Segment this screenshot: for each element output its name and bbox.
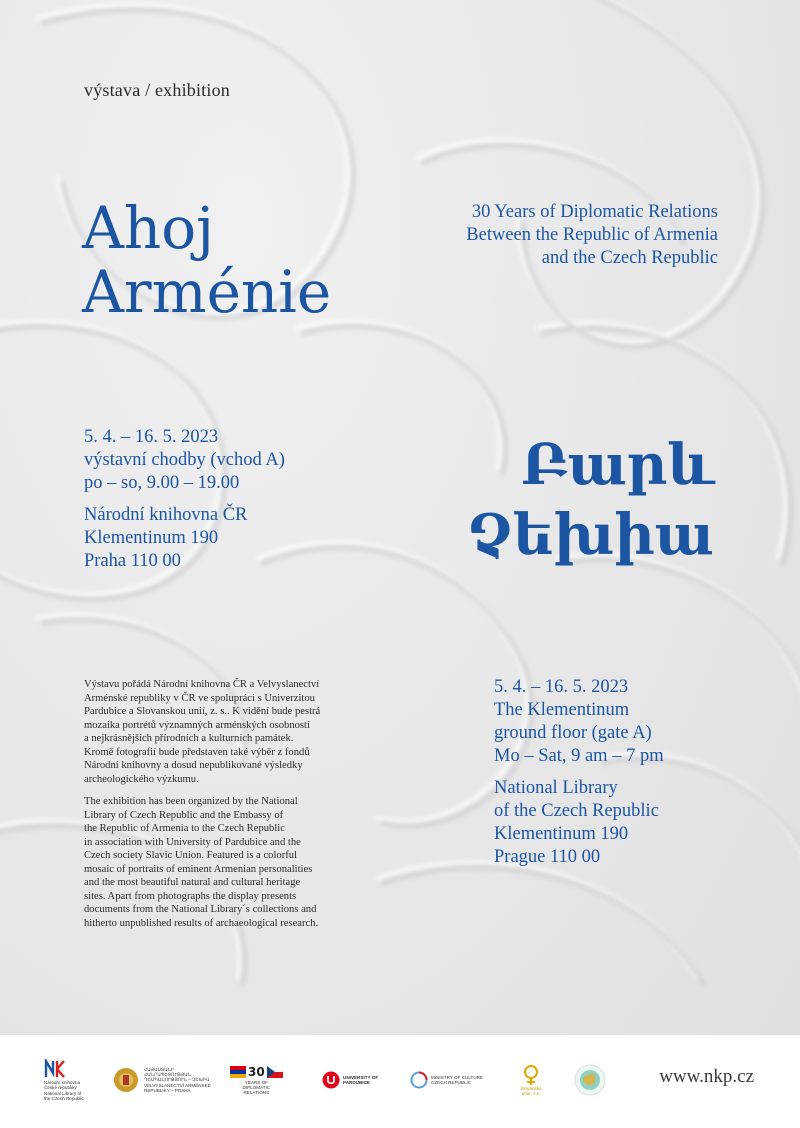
cz-venue: výstavní chodby (vchod A) [84, 450, 285, 470]
description-line: sites. Apart from photographs the display presents [84, 890, 297, 902]
partner-logos-footer [0, 1035, 800, 1128]
description-line: Pardubice a Slovanskou unií, z. s.. K vidění bude pestrá [84, 706, 321, 717]
subtitle [466, 201, 718, 270]
embassy-logo-text: ՀԱՅԱՍՏԱՆԻ ՀԱՆՐԱՊԵՏՈՒԹՅԱՆ ԴԵՍՊԱՆՈՒԹՅՈՒՆ – ՉԵԽԻԱ VELVYSLANECTVÍ ARMÉNSKÉ REPUBLIKY – PRAHA [144, 1066, 211, 1093]
exhibition-kicker: výstava / exhibition [84, 80, 230, 100]
cz-address-line: Klementinum 190 [84, 528, 219, 548]
description-line: in association with University of Pardubice and the [84, 836, 301, 848]
en-address-line: of the Czech Republic [494, 801, 659, 821]
slavic-union-logo[interactable] [516, 1063, 546, 1097]
armenian-coat-of-arms-icon [113, 1067, 139, 1093]
czech-event-info [84, 426, 285, 573]
nk-logo-mark [44, 1059, 66, 1079]
title-czech [82, 196, 331, 324]
description-line: Národní knihovny a dosud nepublikované výsledky [84, 760, 303, 771]
description-line: Kromě fotografií bude představen také výběr z fondů [84, 746, 310, 758]
description-line: a nejkrásnějších přírodních a kulturních památek. [84, 733, 294, 744]
title-armenian [467, 430, 714, 570]
upce-logo-text: UNIVERSITY OF PARDUBICE [343, 1074, 379, 1085]
description-line: hitherto unpublished results of archaeological research. [84, 917, 319, 929]
description-line: and the most beautiful natural and cultural heritage [84, 877, 301, 888]
english-event-info [494, 676, 664, 869]
cz-dates: 5. 4. – 16. 5. 2023 [84, 427, 219, 447]
slavic-union-icon [522, 1064, 540, 1086]
cz-hours: po – so, 9.00 – 19.00 [84, 473, 240, 493]
description-line: The exhibition has been organized by the National [84, 796, 298, 807]
cz-address-line: Praha 110 00 [84, 551, 181, 571]
nk-logo[interactable] [44, 1063, 90, 1101]
description-line: archeologického výzkumu. [84, 773, 199, 785]
en-address-line: Klementinum 190 [494, 824, 629, 844]
cz-address-line: Národní knihovna ČR [84, 505, 248, 525]
title-armenian-line: Բարև [521, 432, 714, 498]
description-line: Library of Czech Republic and the Embassy of [84, 809, 284, 821]
description-line: Czech society Slavic Union. Featured is a colorful [84, 850, 297, 861]
description-line: documents from the National Library´s collections and [84, 904, 317, 915]
en-address-line: Prague 110 00 [494, 847, 601, 867]
en-venue-line: The Klementinum [494, 700, 630, 720]
en-venue-line: ground floor (gate A) [494, 723, 652, 743]
description-line: mozaika portrétů významných arménských osobností [84, 719, 310, 731]
title-czech-line: Arménie [82, 258, 332, 326]
slavic-union-text: Slovanská unie, z.s. [520, 1085, 542, 1096]
description-english [84, 795, 374, 930]
subtitle-line: 30 Years of Diplomatic Relations [471, 202, 718, 222]
subtitle-line: Between the Republic of Armenia [466, 225, 718, 245]
anniversary-text: YEARS OF DIPLOMATIC RELATIONS [242, 1079, 271, 1096]
armenia-flag-icon [230, 1066, 246, 1078]
title-czech-line: Ahoj [82, 194, 215, 262]
description-czech [84, 678, 374, 786]
globe-icon [574, 1064, 606, 1096]
anniversary-logo[interactable] [230, 1063, 292, 1097]
anniversary-number: 30 [248, 1064, 265, 1079]
ministry-of-culture-logo[interactable] [410, 1063, 492, 1097]
university-pardubice-logo[interactable] [322, 1063, 386, 1097]
en-dates: 5. 4. – 16. 5. 2023 [494, 677, 629, 697]
nk-logo-text: Národní knihovna České republiky National Library of the Czech Republic [44, 1080, 84, 1101]
armenian-embassy-logo[interactable] [113, 1063, 213, 1097]
description-line: the Republic of Armenia to the Czech Republic [84, 823, 285, 834]
en-hours: Mo – Sat, 9 am – 7 pm [494, 746, 664, 766]
description-line: Výstavu pořádá Národní knihovna ČR a Velvyslanectví [84, 679, 320, 690]
en-address-line: National Library [494, 778, 618, 798]
description-line: mosaic of portraits of eminent Armenian personalities [84, 863, 313, 875]
description-line: Arménské republiky v ČR ve spolupráci s Univerzitou [84, 692, 315, 704]
title-armenian-line: Չեխիա [466, 502, 714, 568]
czech-flag-icon [267, 1066, 283, 1078]
ministry-culture-icon [410, 1071, 428, 1089]
upce-icon [322, 1071, 340, 1089]
website-link[interactable]: www.nkp.cz [659, 1066, 754, 1087]
subtitle-line: and the Czech Republic [541, 248, 718, 268]
globe-partner-logo[interactable] [574, 1063, 608, 1097]
ministry-logo-text: MINISTRY OF CULTURE CZECH REPUBLIC [431, 1074, 484, 1085]
